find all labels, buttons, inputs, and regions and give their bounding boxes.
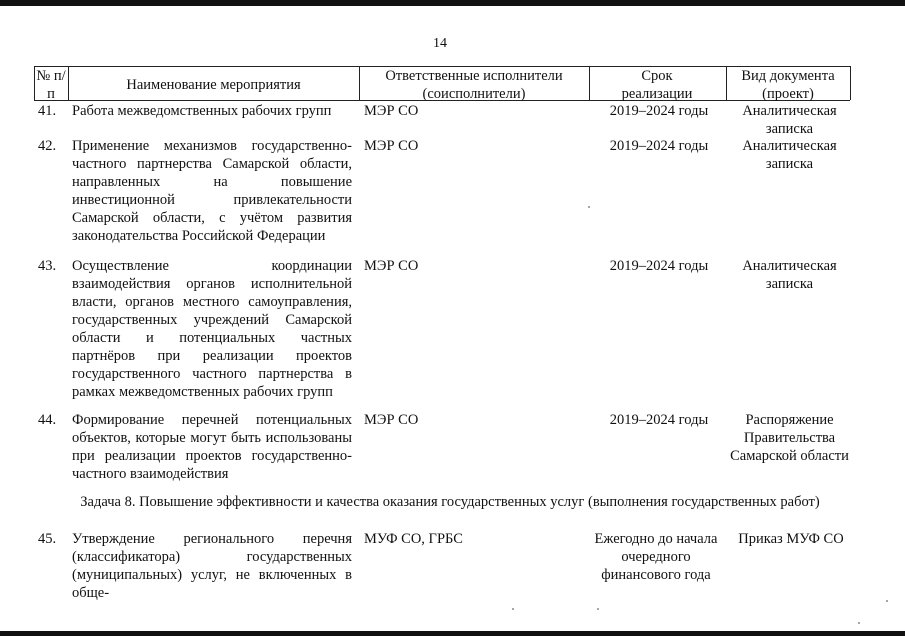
- header-divider: [34, 66, 35, 100]
- row-title: Применение механизмов государственно-частного партнерства Самарской области, направленных на повышение инвестиционной привлекательности Самарской области, с учётом развития законодательства Российской Федерации: [72, 138, 352, 244]
- page-bottom-border: [0, 631, 905, 636]
- row-executor: МЭР СО: [364, 138, 419, 154]
- task-heading: Задача 8. Повышение эффективности и качества оказания государственных услуг (выполнения государственных работ): [80, 494, 820, 510]
- header-doc: Вид документа (проект): [741, 68, 835, 102]
- scan-speck: [858, 622, 860, 624]
- row-title: Работа межведомственных рабочих групп: [72, 103, 332, 119]
- row-term: 2019–2024 годы: [609, 103, 709, 119]
- header-term: Срок реализации: [621, 68, 693, 102]
- row-term: 2019–2024 годы: [609, 138, 709, 154]
- row-term: Ежегодно до начала очередного финансового года: [594, 531, 718, 583]
- scan-speck: [588, 206, 590, 208]
- row-term: 2019–2024 годы: [609, 258, 709, 274]
- header-num: № п/п: [36, 68, 66, 102]
- row-title: Утверждение регионального перечня (классификатора) государственных (муниципальных) услуг, не включенных в обще-: [72, 531, 352, 601]
- row-title: Осуществление координации взаимодействия органов исполнительной власти, органов местного самоуправления, государственных учреждений Самарской области и потенциальных частных партнёров при реализации проектов государственного частного партнерства в рамках межведомственных рабочих групп: [72, 258, 352, 400]
- row-executor: МЭР СО: [364, 258, 419, 274]
- row-executor: МЭР СО: [364, 412, 419, 428]
- header-divider: [850, 66, 851, 100]
- row-executor: МУФ СО, ГРБС: [364, 531, 463, 547]
- row-executor: МЭР СО: [364, 103, 419, 119]
- header-divider: [726, 66, 727, 100]
- row-title: Формирование перечней потенциальных объектов, которые могут быть использованы при реализации проектов государственно-частного взаимодействия: [72, 412, 352, 482]
- scan-speck: [512, 608, 514, 610]
- row-number: 41.: [38, 103, 57, 119]
- header-divider: [68, 66, 69, 100]
- header-divider: [359, 66, 360, 100]
- row-term: 2019–2024 годы: [609, 412, 709, 428]
- scan-speck: [886, 600, 888, 602]
- header-name: Наименование мероприятия: [126, 77, 301, 93]
- header-divider: [589, 66, 590, 100]
- page-number: 14: [433, 36, 447, 51]
- row-document: Приказ МУФ СО: [738, 531, 844, 547]
- row-number: 44.: [38, 412, 57, 428]
- row-number: 43.: [38, 258, 57, 274]
- header-executors: Ответственные исполнители (соисполнители): [385, 68, 563, 102]
- row-document: Распоряжение Правительства Самарской области: [730, 412, 849, 464]
- scan-speck: [597, 608, 599, 610]
- row-document: Аналитическая записка: [742, 103, 837, 137]
- page-top-border: [0, 0, 905, 6]
- row-number: 45.: [38, 531, 57, 547]
- row-document: Аналитическая записка: [742, 258, 837, 292]
- row-number: 42.: [38, 138, 57, 154]
- row-document: Аналитическая записка: [742, 138, 837, 172]
